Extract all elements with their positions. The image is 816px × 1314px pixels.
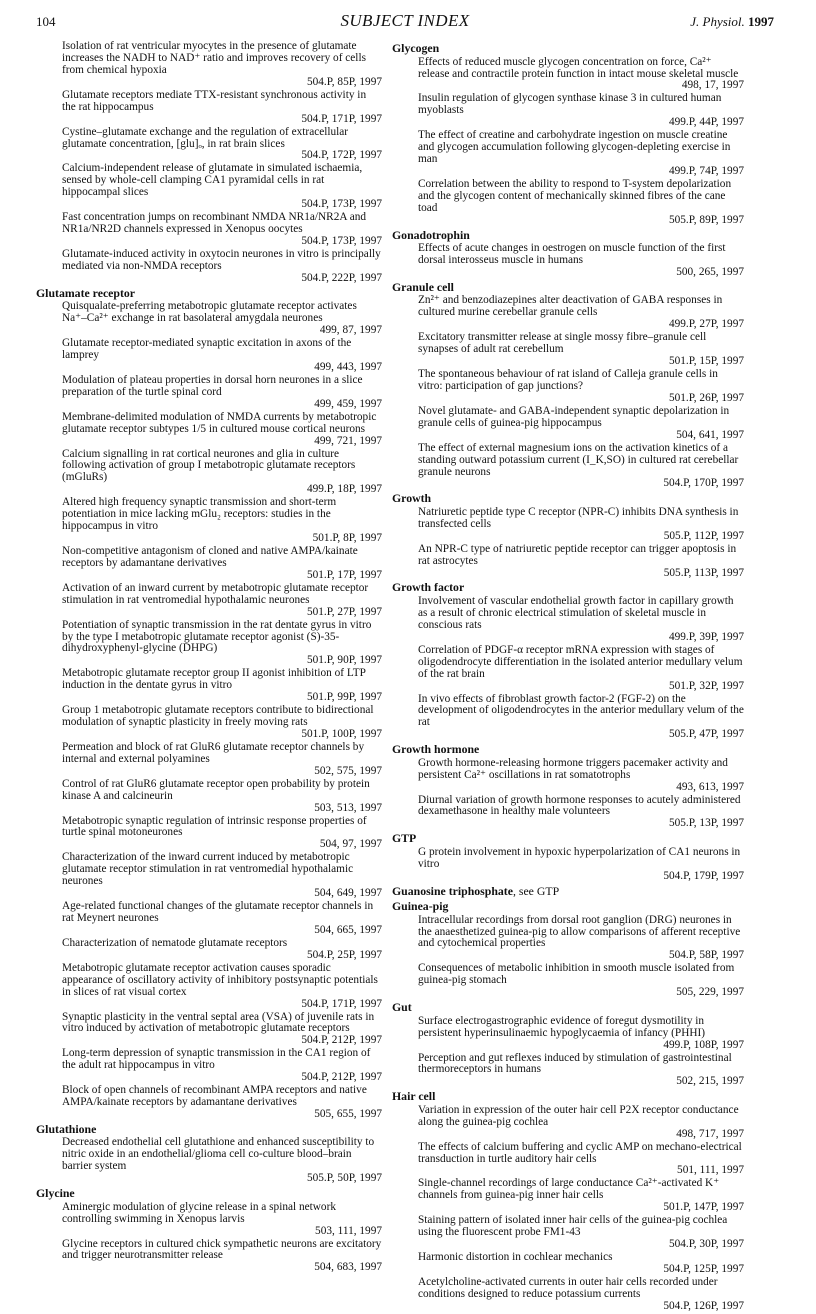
section-heading	[392, 900, 744, 914]
index-entry	[36, 497, 382, 545]
index-entry	[392, 1252, 744, 1276]
entry-title: The effect of creatine and carbohydrate ingestion on muscle creatine and glycogen accumulation following glycogen-depleting exercise in man	[418, 129, 731, 166]
entry-reference: 501.P, 90P, 1997	[306, 654, 382, 667]
entry-title: Effects of reduced muscle glycogen concentration on force, Ca²⁺ release and contractile protein function in intact mouse skeletal muscle	[418, 55, 739, 80]
section-heading-text: Growth hormone	[392, 742, 480, 757]
entry-title: Harmonic distortion in cochlear mechanics	[418, 1251, 613, 1264]
entry-reference: 499, 721, 1997	[314, 434, 382, 447]
index-entry	[392, 847, 744, 883]
entry-title: Single-channel recordings of large conductance Ca²⁺-activated K⁺ channels from guinea-pig inner hair cells	[418, 1177, 720, 1202]
index-entry	[36, 249, 382, 285]
index-entry	[36, 127, 382, 163]
entry-reference: 504.P, 172P, 1997	[301, 149, 382, 162]
entry-reference: 499.P, 74P, 1997	[668, 164, 744, 177]
index-entry	[392, 130, 744, 178]
entry-reference: 503, 513, 1997	[314, 801, 382, 814]
entry-title: Growth hormone-releasing hormone triggers pacemaker activity and persistent Ca²⁺ oscillations in rat somatotrophs	[418, 756, 728, 781]
entry-title: Characterization of nematode glutamate receptors	[62, 936, 288, 949]
section-heading	[36, 1123, 382, 1137]
entry-title: Membrane-delimited modulation of NMDA currents by metabotropic glutamate receptor subtypes 1/5 in cultured mouse cortical neurons	[62, 410, 377, 435]
entry-title: Intracellular recordings from dorsal root ganglion (DRG) neurones in the anaesthetized guinea-pig to allow comparisons of afferent receptive and cytochemical properties	[418, 913, 741, 950]
section-heading-text: Gonadotrophin	[392, 227, 470, 242]
index-entry	[392, 1105, 744, 1141]
index-entry	[36, 163, 382, 211]
section-heading-text: Gut	[392, 1000, 412, 1015]
entry-reference: 505.P, 112P, 1997	[663, 529, 744, 542]
entry-title: Correlation between the ability to respond to T-system depolarization and the glycogen content of mechanically skinned fibres of the cane toad	[418, 177, 732, 214]
index-entry	[36, 412, 382, 448]
index-entry	[392, 369, 744, 405]
journal-citation	[690, 14, 774, 30]
index-entry	[392, 1142, 744, 1178]
entry-reference: 501, 111, 1997	[677, 1164, 744, 1177]
index-entry	[392, 443, 744, 491]
entry-reference: 498, 717, 1997	[676, 1127, 744, 1140]
index-entry	[36, 583, 382, 619]
section-heading-text: Glutathione	[36, 1121, 97, 1136]
entry-reference: 505.P, 50P, 1997	[306, 1172, 382, 1185]
section-heading	[36, 1187, 382, 1201]
see-reference: , see GTP	[512, 883, 560, 898]
entry-title: Metabotropic synaptic regulation of intrinsic response properties of turtle spinal motoneurones	[62, 814, 367, 839]
section-heading-text: Glycogen	[392, 41, 440, 55]
index-entry	[392, 645, 744, 693]
entry-title: Consequences of metabolic inhibition in smooth muscle isolated from guinea-pig stomach	[418, 962, 735, 987]
entry-reference: 499, 443, 1997	[314, 360, 382, 373]
entry-reference: 501.P, 147P, 1997	[663, 1201, 744, 1214]
entry-title: Block of open channels of recombinant AMPA receptors and native AMPA/kainate receptors by adamantane derivatives	[62, 1084, 367, 1109]
index-entry	[36, 963, 382, 1011]
index-entry	[36, 338, 382, 374]
entry-title: Decreased endothelial cell glutathione and enhanced susceptibility to nitric oxide in an endothelial/glioma cell co-culture blood–brain barrier system	[62, 1136, 375, 1173]
entry-title: Fast concentration jumps on recombinant NMDA NR1a/NR2A and NR1a/NR2D channels expressed in Xenopus oocytes	[62, 211, 367, 236]
entry-reference: 504.P, 170P, 1997	[663, 477, 744, 490]
index-entry	[36, 742, 382, 778]
entry-reference: 504.P, 85P, 1997	[306, 75, 382, 88]
section-heading	[392, 1090, 744, 1104]
entry-reference: 502, 215, 1997	[676, 1075, 744, 1088]
section-heading	[392, 492, 744, 506]
index-entry	[36, 1048, 382, 1084]
entry-reference: 504.P, 212P, 1997	[301, 1071, 382, 1084]
index-entry	[36, 90, 382, 126]
entry-title: G protein involvement in hypoxic hyperpolarization of CA1 neurons in vitro	[418, 845, 741, 870]
entry-reference: 501.P, 17P, 1997	[306, 568, 382, 581]
index-entry	[392, 332, 744, 368]
index-entry	[36, 938, 382, 962]
entry-title: Metabotropic glutamate receptor activation causes sporadic appearance of oscillatory activity of inhibitory postsynaptic potentials in slices of rat visual cortex	[62, 961, 378, 998]
entry-title: Long-term depression of synaptic transmission in the CA1 region of the adult rat hippocampus in vitro	[62, 1047, 371, 1072]
entry-title: Glutamate receptor-mediated synaptic excitation in axons of the lamprey	[62, 337, 352, 361]
section-heading-text: Glycine	[36, 1186, 75, 1201]
index-entry	[392, 1277, 744, 1313]
entry-title: Aminergic modulation of glycine release in a spinal network controlling swimming in Xenopus larvis	[62, 1200, 336, 1225]
index-entry	[36, 41, 382, 89]
section-heading	[392, 885, 744, 899]
entry-title: Effects of acute changes in oestrogen on muscle function of the first dorsal interosseus muscle in humans	[418, 242, 726, 267]
entry-reference: 504.P, 173P, 1997	[301, 198, 382, 211]
entry-reference: 504.P, 212P, 1997	[301, 1034, 382, 1047]
entry-reference: 504.P, 25P, 1997	[306, 948, 382, 961]
entry-reference: 499.P, 39P, 1997	[668, 630, 744, 643]
entry-reference: 498, 17, 1997	[681, 79, 744, 92]
entry-reference: 500, 265, 1997	[676, 265, 744, 278]
page-number: 104	[36, 14, 56, 29]
index-entry	[392, 406, 744, 442]
entry-title: Variation in expression of the outer hair cell P2X receptor conductance along the guinea-pig cochlea	[418, 1103, 739, 1128]
entry-reference: 501.P, 27P, 1997	[306, 605, 382, 618]
section-heading	[392, 581, 744, 595]
entry-title: Diurnal variation of growth hormone responses to acutely administered dexamethasone in healthy male volunteers	[418, 793, 741, 818]
entry-reference: 501.P, 26P, 1997	[668, 391, 744, 404]
index-entry	[36, 1202, 382, 1238]
index-entry	[36, 301, 382, 337]
entry-reference: 499.P, 108P, 1997	[663, 1038, 744, 1051]
section-heading-text: Growth factor	[392, 580, 465, 595]
section-heading	[36, 287, 382, 301]
index-entry	[36, 1012, 382, 1048]
entry-title: Group 1 metabotropic glutamate receptors contribute to bidirectional modulation of synaptic plasticity in freely moving rats	[62, 704, 374, 729]
entry-title: Cystine–glutamate exchange and the regulation of extracellular glutamate concentration, [glu]ₒ, in rat brain slices	[62, 125, 349, 150]
index-entry	[392, 544, 744, 580]
entry-reference: 501.P, 99P, 1997	[306, 691, 382, 704]
index-entry	[392, 243, 744, 279]
entry-title: Calcium signalling in rat cortical neurones and glia in culture following activation of group I metabotropic glutamate receptors (mGluRs)	[62, 447, 356, 484]
entry-reference: 504.P, 30P, 1997	[668, 1238, 744, 1251]
entry-title: An NPR-C type of natriuretic peptide receptor can trigger apoptosis in rat astrocytes	[418, 542, 737, 567]
entry-title: Quisqualate-preferring metabotropic glutamate receptor activates Na⁺–Ca²⁺ exchange in rat basolateral amygdala neurones	[62, 300, 357, 325]
entry-reference: 499, 87, 1997	[319, 324, 382, 337]
entry-title: Activation of an inward current by metabotropic glutamate receptor stimulation in rat ventromedial hypothalamic neurones	[62, 581, 369, 606]
entry-reference: 505, 655, 1997	[314, 1107, 382, 1120]
entry-title: Perception and gut reflexes induced by stimulation of gastrointestinal thermoreceptors in humans	[418, 1051, 732, 1076]
index-entry	[36, 705, 382, 741]
entry-reference: 504, 97, 1997	[319, 838, 382, 851]
journal-year: 1997	[748, 14, 774, 29]
entry-title: Acetylcholine-activated currents in outer hair cells recorded under conditions designed to reduce potassium currents	[418, 1275, 718, 1300]
section-heading-text: Guinea-pig	[392, 899, 449, 914]
section-heading	[392, 229, 744, 243]
entry-title: Metabotropic glutamate receptor group II agonist inhibition of LTP induction in the dentate gyrus in vitro	[62, 667, 366, 692]
entry-reference: 504.P, 171P, 1997	[301, 112, 382, 125]
index-entry	[392, 57, 744, 93]
index-entry	[36, 1085, 382, 1121]
entry-title: Calcium-independent release of glutamate in simulated ischaemia, sensed by whole-cell clamping CA1 pyramidal cells in rat hippocampal slices	[62, 162, 363, 199]
entry-title: Correlation of PDGF-α receptor mRNA expression with stages of oligodendrocyte differentiation in the isolated anterior medullary velum of the rat brain	[418, 643, 743, 680]
section-heading	[392, 42, 744, 56]
section-heading	[392, 281, 744, 295]
entry-title: The effects of calcium buffering and cyclic AMP on mechano-electrical transduction in turtle auditory hair cells	[418, 1140, 742, 1165]
entry-reference: 504.P, 58P, 1997	[668, 949, 744, 962]
entry-title: Novel glutamate- and GABA-independent synaptic depolarization in granule cells of guinea-pig hippocampus	[418, 404, 730, 429]
entry-reference: 504.P, 171P, 1997	[301, 997, 382, 1010]
index-entry	[36, 620, 382, 668]
entry-title: Age-related functional changes of the glutamate receptor channels in rat Meynert neurones	[62, 900, 374, 924]
entry-reference: 504.P, 179P, 1997	[663, 869, 744, 882]
entry-title: In vivo effects of fibroblast growth factor-2 (FGF-2) on the development of oligodendrocytes in the anterior medullary velum of the rat	[418, 692, 744, 729]
index-entry	[36, 1239, 382, 1275]
section-heading-text: Hair cell	[392, 1089, 436, 1104]
entry-reference: 501.P, 8P, 1997	[312, 531, 382, 544]
entry-reference: 499.P, 27P, 1997	[668, 318, 744, 331]
entry-title: Excitatory transmitter release at single mossy fibre–granule cell synapses of adult rat cerebellum	[418, 331, 707, 356]
entry-reference: 504, 649, 1997	[314, 887, 382, 900]
index-entry	[392, 963, 744, 999]
index-entry	[392, 1016, 744, 1052]
index-entry	[36, 852, 382, 900]
index-entry	[36, 779, 382, 815]
index-entry	[36, 1137, 382, 1185]
entry-reference: 499.P, 18P, 1997	[306, 483, 382, 496]
entry-title: Involvement of vascular endothelial growth factor in capillary growth as a result of chronic electrical stimulation of skeletal muscle in conscious rats	[418, 595, 734, 631]
entry-reference: 505, 229, 1997	[676, 986, 744, 999]
entry-reference: 501.P, 32P, 1997	[668, 679, 744, 692]
entry-title: Staining pattern of isolated inner hair cells of the guinea-pig cochlea using the fluorescent probe FM1-43	[418, 1214, 728, 1239]
index-entry	[36, 212, 382, 248]
index-entry	[392, 1215, 744, 1251]
entry-reference: 505.P, 13P, 1997	[668, 817, 744, 830]
entry-reference: 504.P, 125P, 1997	[663, 1262, 744, 1275]
page-header	[36, 11, 774, 36]
entry-reference: 504, 683, 1997	[314, 1261, 382, 1274]
index-entry	[36, 901, 382, 937]
index-entry	[392, 915, 744, 963]
entry-title: Glycine receptors in cultured chick sympathetic neurons are excitatory and trigger neurotransmitter release	[62, 1237, 382, 1262]
index-entry	[36, 375, 382, 411]
entry-title: Glutamate receptors mediate TTX-resistant synchronous activity in the rat hippocampus	[62, 88, 367, 113]
section-heading	[392, 743, 744, 757]
entry-title: Glutamate-induced activity in oxytocin neurones in vitro is principally mediated via non-NMDA receptors	[62, 247, 381, 272]
index-entry	[392, 507, 744, 543]
index-entry	[392, 179, 744, 227]
entry-reference: 503, 111, 1997	[315, 1224, 382, 1237]
entry-reference: 501.P, 100P, 1997	[301, 727, 382, 740]
page-title: SUBJECT INDEX	[340, 11, 470, 30]
entry-reference: 504.P, 222P, 1997	[301, 271, 382, 284]
index-entry	[392, 295, 744, 331]
entry-reference: 501.P, 15P, 1997	[668, 355, 744, 368]
entry-title: Insulin regulation of glycogen synthase kinase 3 in cultured human myoblasts	[418, 92, 722, 117]
index-entry	[392, 1053, 744, 1089]
left-column	[36, 40, 382, 1275]
entry-reference: 505.P, 47P, 1997	[668, 728, 744, 741]
index-entry	[392, 596, 744, 644]
index-entry	[36, 546, 382, 582]
entry-title: Permeation and block of rat GluR6 glutamate receptor channels by internal and external polyamines	[62, 740, 365, 765]
entry-reference: 505.P, 89P, 1997	[668, 213, 744, 226]
entry-title: Control of rat GluR6 glutamate receptor open probability by protein kinase A and calcineurin	[62, 777, 370, 802]
index-entry	[36, 668, 382, 704]
entry-title: Isolation of rat ventricular myocytes in the presence of glutamate increases the NADH to NAD⁺ ratio and improves recovery of cells from chemical hypoxia	[62, 40, 366, 76]
entry-reference: 504, 665, 1997	[314, 923, 382, 936]
index-entry	[36, 449, 382, 497]
entry-title: Synaptic plasticity in the ventral septal area (VSA) of juvenile rats in vitro induced by activation of metabotropic glutamate receptors	[62, 1010, 375, 1035]
index-entry	[392, 694, 744, 742]
entry-title: Zn²⁺ and benzodiazepines alter deactivation of GABA responses in cultured murine cerebellar granule cells	[418, 294, 723, 319]
journal-name: J. Physiol.	[690, 14, 745, 29]
index-entry	[36, 816, 382, 852]
section-heading	[392, 832, 744, 846]
right-column	[392, 40, 744, 1314]
entry-title: Surface electrogastrographic evidence of foregut dysmotility in persistent hyperinsulinaemic hypoglycaemia of infancy (PHHI)	[418, 1014, 706, 1039]
section-heading-text: Granule cell	[392, 279, 454, 294]
index-entry	[392, 795, 744, 831]
index-entry	[392, 1178, 744, 1214]
index-entry	[392, 758, 744, 794]
entry-reference: 504.P, 173P, 1997	[301, 234, 382, 247]
entry-title: Modulation of plateau properties in dorsal horn neurones in a slice preparation of the turtle spinal cord	[62, 373, 363, 398]
entry-title: Potentiation of synaptic transmission in the rat dentate gyrus in vitro by the type I metabotropic glutamate receptor agonist (S)-35-dihydroxyphenyl-glycine (DHPG)	[62, 618, 372, 655]
section-heading-text: GTP	[392, 831, 417, 846]
entry-title: Non-competitive antagonism of cloned and native AMPA/kainate receptors by adamantane derivatives	[62, 544, 358, 569]
entry-reference: 502, 575, 1997	[314, 764, 382, 777]
section-heading	[392, 1001, 744, 1015]
entry-reference: 499, 459, 1997	[314, 397, 382, 410]
entry-title: The spontaneous behaviour of rat island of Calleja granule cells in vitro: participation of gap junctions?	[418, 368, 718, 392]
section-heading-text: Glutamate receptor	[36, 285, 136, 300]
entry-reference: 493, 613, 1997	[676, 780, 744, 793]
section-heading-text: Guanosine triphosphate	[392, 883, 513, 898]
entry-title: Altered high frequency synaptic transmission and short-term potentiation in mice lacking mGlu₂ receptors: studies in the hippocampus in vitro	[62, 496, 337, 533]
entry-title: The effect of external magnesium ions on the activation kinetics of a standing outward potassium current (I_K,SO) in cultured rat cerebellar granule neurons	[418, 441, 739, 478]
entry-reference: 505.P, 113P, 1997	[663, 566, 744, 579]
entry-reference: 499.P, 44P, 1997	[668, 116, 744, 129]
entry-reference: 504.P, 126P, 1997	[663, 1299, 744, 1312]
index-entry	[392, 93, 744, 129]
entry-title: Characterization of the inward current induced by metabotropic glutamate receptor stimulation in rat ventromedial hypothalamic neurones	[62, 851, 354, 888]
entry-reference: 504, 641, 1997	[676, 428, 744, 441]
entry-title: Natriuretic peptide type C receptor (NPR-C) inhibits DNA synthesis in transfected cells	[418, 505, 739, 530]
section-heading-text: Growth	[392, 491, 432, 506]
